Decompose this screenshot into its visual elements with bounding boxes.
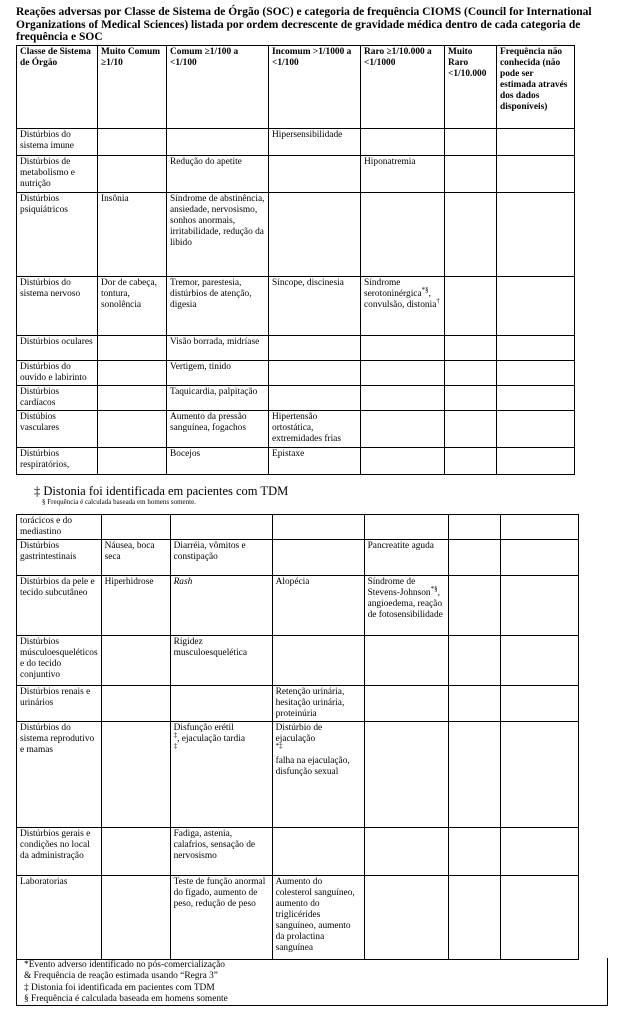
table-row — [17, 411, 575, 448]
cell — [364, 636, 448, 686]
adverse-reactions-table-continued — [16, 514, 579, 960]
cell — [497, 411, 575, 448]
table-header-row — [17, 46, 575, 129]
cell — [364, 876, 448, 960]
cell-text: , angioedema, reação de fotosensibilidade — [367, 588, 443, 620]
cell — [272, 636, 364, 686]
cell — [497, 336, 575, 361]
cell — [364, 722, 448, 828]
cell — [497, 193, 575, 277]
cell — [364, 686, 448, 722]
cell — [98, 386, 167, 411]
cell: Aumento da pressão sanguínea, fogachos — [167, 411, 269, 448]
cell — [170, 722, 272, 828]
footnote: & Frequência de reação estimada usando “Regra 3” — [24, 971, 218, 982]
cell: Vertigem, tinido — [167, 361, 269, 386]
header-unknown: Frequência não conhecida (não pode ser estimada através dos dados disponíveis) — [497, 46, 575, 129]
cell — [98, 336, 167, 361]
cell: Insônia — [98, 193, 167, 277]
cell — [170, 686, 272, 722]
row-soc: Distúrbios do ouvido e labirinto — [17, 361, 98, 386]
cell — [497, 361, 575, 386]
cell — [448, 722, 500, 828]
cell — [500, 828, 578, 876]
cell — [445, 386, 497, 411]
cell — [497, 448, 575, 475]
cell — [364, 515, 448, 540]
row-soc: Distúrbios cardíacos — [17, 386, 98, 411]
cell — [361, 129, 445, 156]
cell: Hiponatremia — [361, 156, 445, 193]
footnote: ‡ Distonia foi identificada em pacientes com TDM — [24, 982, 215, 993]
cell — [101, 876, 170, 960]
cell: Redução do apetite — [167, 156, 269, 193]
table-row — [17, 193, 575, 277]
cell — [500, 686, 578, 722]
cell — [361, 411, 445, 448]
table-row — [17, 722, 579, 828]
row-soc: Distúrbios gastrintestinais — [17, 540, 102, 576]
cell — [497, 386, 575, 411]
row-soc: Distúrbios da pele e tecido subcutâneo — [17, 576, 102, 636]
table-row — [17, 828, 579, 876]
cell-text: , ejaculação tardia — [177, 734, 246, 744]
cell — [101, 515, 170, 540]
row-soc: Distúrbios renais e urinários — [17, 686, 102, 722]
cell: Taquicardia, palpitação — [167, 386, 269, 411]
adverse-reactions-table — [16, 45, 575, 475]
header-rare: Raro ≥1/10.000 a <1/1000 — [361, 46, 445, 129]
cell: Hipersensibilidade — [269, 129, 361, 156]
page-break-note — [34, 484, 288, 506]
cell: Fadiga, astenia, calafrios, sensação de nervosismo — [170, 828, 272, 876]
table-row — [17, 686, 579, 722]
cell — [445, 156, 497, 193]
table-row — [17, 156, 575, 193]
cell — [101, 636, 170, 686]
cell — [448, 540, 500, 576]
footnote-mark: ‡ — [173, 741, 178, 750]
cell: Hiperhidrose — [101, 576, 170, 636]
header-very-common: Muito Comum ≥1/10 — [98, 46, 167, 129]
cell: Rash — [170, 576, 272, 636]
footnote-mark: ‡ — [173, 730, 178, 739]
table-row — [17, 636, 579, 686]
cell — [448, 636, 500, 686]
cell — [361, 336, 445, 361]
cell — [448, 576, 500, 636]
cell — [101, 722, 170, 828]
cell-text: Disfunção erétil — [173, 723, 234, 733]
row-soc: Distúrbios do sistema reprodutivo e mamas — [17, 722, 102, 828]
cell — [361, 361, 445, 386]
row-soc: torácicos e do mediastino — [17, 515, 102, 540]
cell — [269, 336, 361, 361]
frequency-note: § Frequência é calculada baseada em homens somente. — [42, 498, 196, 506]
cell — [361, 448, 445, 475]
cell — [361, 386, 445, 411]
cell-text: Síndrome serotoninérgica — [364, 278, 422, 299]
header-very-rare: Muito Raro <1/10.000 — [445, 46, 497, 129]
footnote-mark: † — [436, 296, 440, 305]
cell — [269, 386, 361, 411]
cell — [497, 156, 575, 193]
cell — [101, 686, 170, 722]
row-soc: Distúrbios gerais e condições no local da administração — [17, 828, 102, 876]
header-common: Comum ≥1/100 a <1/100 — [167, 46, 269, 129]
cell — [269, 193, 361, 277]
cell: Náusea, boca seca — [101, 540, 170, 576]
cell — [98, 361, 167, 386]
cell: Alopécia — [272, 576, 364, 636]
row-soc: Distúrbios de metabolismo e nutrição — [17, 156, 98, 193]
row-soc: Distúrbios oculares — [17, 336, 98, 361]
table-row — [17, 129, 575, 156]
cell — [445, 193, 497, 277]
cell: Hipertensão ortostática, extremidades frias — [269, 411, 361, 448]
footnote: § Frequência é calculada baseada em homens somente — [24, 993, 228, 1004]
cell — [500, 636, 578, 686]
cell-text: , convulsão, distonia — [364, 289, 437, 310]
cell: Epistaxe — [269, 448, 361, 475]
cell — [445, 411, 497, 448]
table-row — [17, 576, 579, 636]
cell — [497, 129, 575, 156]
row-soc: Distúrbios psiquiátricos — [17, 193, 98, 277]
footnote-mark: *‡ — [275, 741, 283, 750]
cell — [272, 515, 364, 540]
dystonia-note: ‡ Distonia foi identificada em pacientes com TDM — [34, 484, 289, 498]
cell — [445, 129, 497, 156]
cell: Aumento do colesterol sanguíneo, aumento do triglicérides sanguíneo, aumento da prolactina sanguínea — [272, 876, 364, 960]
cell — [448, 686, 500, 722]
cell — [361, 277, 445, 336]
cell: Tremor, parestesia, distúrbios de atenção, digesia — [167, 277, 269, 336]
row-soc: Distúrbios do sistema nervoso — [17, 277, 98, 336]
cell — [497, 277, 575, 336]
cell — [272, 722, 364, 828]
cell — [361, 193, 445, 277]
header-uncommon: Incomum >1/1000 a <1/100 — [269, 46, 361, 129]
cell — [445, 277, 497, 336]
row-soc: Distúrbios do sistema imune — [17, 129, 98, 156]
cell — [445, 336, 497, 361]
cell — [167, 129, 269, 156]
cell — [272, 828, 364, 876]
cell — [364, 576, 448, 636]
table-row — [17, 515, 579, 540]
cell — [98, 448, 167, 475]
page-title: Reações adversas por Classe de Sistema de Órgão (SOC) e categoria de frequência CIOMS (Council for International Organizations of Medical Sciences) listada por ordem decrescente de gravidade médica dentro de cada categoria de frequência e SOC — [16, 6, 592, 43]
footnote-mark: *§ — [421, 285, 429, 294]
cell — [269, 361, 361, 386]
cell — [98, 129, 167, 156]
cell-text: Distúrbio de ejaculação — [275, 723, 323, 744]
cell — [269, 156, 361, 193]
cell: Diarréia, vômitos e constipação — [170, 540, 272, 576]
table-row — [17, 386, 575, 411]
cell — [500, 722, 578, 828]
table-row — [17, 336, 575, 361]
cell: Síncope, discinesia — [269, 277, 361, 336]
cell — [500, 576, 578, 636]
cell-text: Síndrome de Stevens-Johnson — [367, 577, 431, 598]
cell: Bocejos — [167, 448, 269, 475]
cell — [445, 448, 497, 475]
table-row — [17, 448, 575, 475]
cell — [445, 361, 497, 386]
cell — [500, 540, 578, 576]
cell — [500, 515, 578, 540]
cell: Teste de função anormal do fígado, aumento de peso, redução de peso — [170, 876, 272, 960]
row-soc: Distúbios vasculares — [17, 411, 98, 448]
cell: Pancreatite aguda — [364, 540, 448, 576]
cell-text: falha na ejaculação, disfunção sexual — [275, 756, 350, 777]
cell: Dor de cabeça, tontura, sonolência — [98, 277, 167, 336]
cell: Visão borrada, midríase — [167, 336, 269, 361]
cell: Síndrome de abstinência, ansiedade, nervosismo, sonhos anormais, irritabilidade, redução da libido — [167, 193, 269, 277]
cell: Rigidez musculoesquelética — [170, 636, 272, 686]
footnotes — [16, 958, 608, 1006]
footnote-mark: *§ — [430, 584, 438, 593]
row-soc: Distúrbios respiratórios, — [17, 448, 98, 475]
footnote: *Evento adverso identificado no pós-comercialização — [24, 960, 225, 970]
cell — [98, 411, 167, 448]
table-row — [17, 277, 575, 336]
table-row — [17, 876, 579, 960]
cell — [98, 156, 167, 193]
table-row — [17, 540, 579, 576]
table-row — [17, 361, 575, 386]
cell — [448, 876, 500, 960]
cell — [101, 828, 170, 876]
row-soc: Laboratorias — [17, 876, 102, 960]
cell: Retenção urinária, hesitação urinária, proteinúria — [272, 686, 364, 722]
cell — [272, 540, 364, 576]
cell — [448, 515, 500, 540]
cell — [170, 515, 272, 540]
row-soc: Distúrbios músculoesqueléticos e do tecido conjuntivo — [17, 636, 102, 686]
cell — [448, 828, 500, 876]
cell — [500, 876, 578, 960]
header-soc: Classe de Sistema de Órgão — [17, 46, 98, 129]
cell — [364, 828, 448, 876]
